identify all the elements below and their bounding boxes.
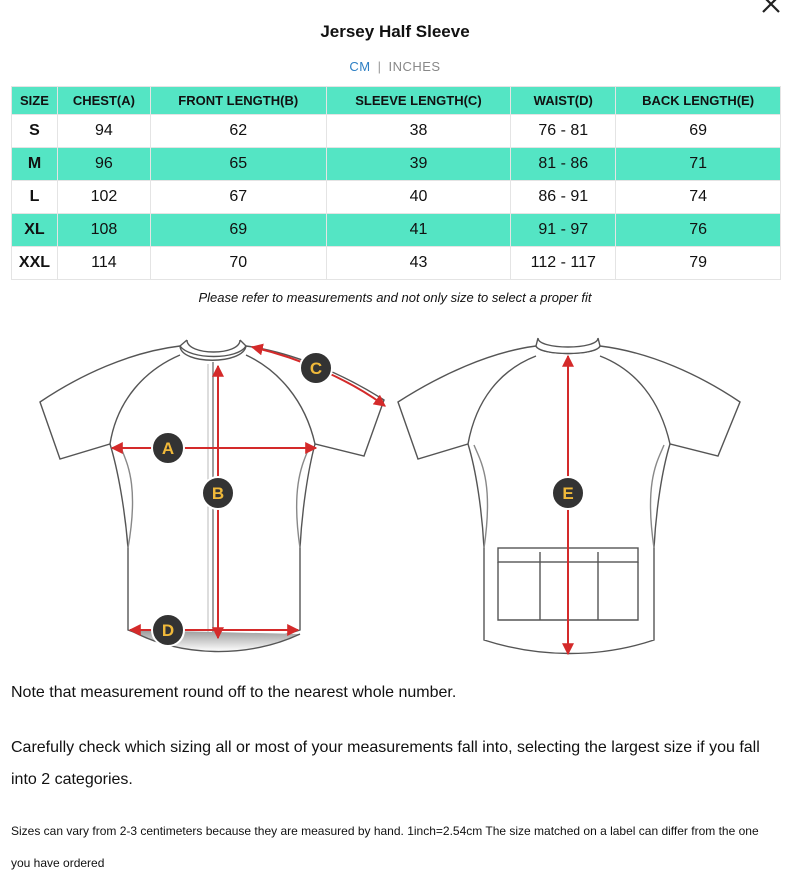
cell-size: M bbox=[12, 148, 58, 181]
cell-back-length: 76 bbox=[616, 214, 781, 247]
unit-toggle bbox=[0, 59, 790, 74]
marker-a bbox=[152, 432, 184, 464]
marker-d bbox=[152, 614, 184, 646]
size-chart-table bbox=[11, 86, 781, 280]
marker-c-label: C bbox=[309, 359, 323, 378]
cell-back-length: 79 bbox=[616, 247, 781, 280]
marker-b bbox=[202, 477, 234, 509]
marker-b-label: B bbox=[211, 484, 225, 503]
cell-waist: 86 - 91 bbox=[511, 181, 616, 214]
cell-front-length: 62 bbox=[150, 115, 326, 148]
cell-sleeve-length: 43 bbox=[326, 247, 511, 280]
cell-front-length: 65 bbox=[150, 148, 326, 181]
unit-cm-option[interactable]: CM bbox=[349, 59, 371, 74]
cell-waist: 81 - 86 bbox=[511, 148, 616, 181]
marker-c bbox=[300, 352, 332, 384]
jersey-diagram bbox=[0, 320, 790, 670]
header-waist: WAIST(D) bbox=[511, 87, 616, 115]
cell-sleeve-length: 41 bbox=[326, 214, 511, 247]
cell-waist: 112 - 117 bbox=[511, 247, 616, 280]
cell-back-length: 69 bbox=[616, 115, 781, 148]
cell-size: XXL bbox=[12, 247, 58, 280]
cell-back-length: 74 bbox=[616, 181, 781, 214]
variance-note: Sizes can vary from 2-3 centimeters because they are measured by hand. 1inch=2.54cm The size matched on a label can differ from the one you have ordered bbox=[11, 824, 759, 870]
cell-size: XL bbox=[12, 214, 58, 247]
marker-a-label: A bbox=[161, 439, 175, 458]
header-back-length: BACK LENGTH(E) bbox=[616, 87, 781, 115]
cell-back-length: 71 bbox=[616, 148, 781, 181]
table-row bbox=[12, 115, 781, 148]
header-front-length: FRONT LENGTH(B) bbox=[150, 87, 326, 115]
cell-chest: 102 bbox=[57, 181, 150, 214]
cell-front-length: 67 bbox=[150, 181, 326, 214]
marker-e bbox=[552, 477, 584, 509]
marker-e-label: E bbox=[562, 484, 574, 503]
cell-front-length: 70 bbox=[150, 247, 326, 280]
close-icon[interactable] bbox=[760, 0, 782, 15]
cell-sleeve-length: 39 bbox=[326, 148, 511, 181]
round-off-note: Note that measurement round off to the nearest whole number. bbox=[11, 684, 457, 701]
cell-size: L bbox=[12, 181, 58, 214]
table-row bbox=[12, 214, 781, 247]
marker-d-label: D bbox=[161, 621, 175, 640]
page-title: Jersey Half Sleeve bbox=[320, 22, 470, 41]
cell-front-length: 69 bbox=[150, 214, 326, 247]
unit-separator: | bbox=[377, 59, 382, 74]
cell-sleeve-length: 40 bbox=[326, 181, 511, 214]
cell-chest: 96 bbox=[57, 148, 150, 181]
header-chest: CHEST(A) bbox=[57, 87, 150, 115]
sizing-advice: Carefully check which sizing all or most of your measurements fall into, selecting the largest size if you fall into 2 categories. bbox=[11, 739, 760, 788]
cell-sleeve-length: 38 bbox=[326, 115, 511, 148]
table-row bbox=[12, 181, 781, 214]
header-sleeve-length: SLEEVE LENGTH(C) bbox=[326, 87, 511, 115]
table-row bbox=[12, 148, 781, 181]
cell-chest: 94 bbox=[57, 115, 150, 148]
unit-inches-option[interactable]: INCHES bbox=[388, 59, 441, 74]
cell-size: S bbox=[12, 115, 58, 148]
header-size: SIZE bbox=[12, 87, 58, 115]
cell-waist: 76 - 81 bbox=[511, 115, 616, 148]
cell-chest: 114 bbox=[57, 247, 150, 280]
table-header-row bbox=[12, 87, 781, 115]
table-row bbox=[12, 247, 781, 280]
cell-chest: 108 bbox=[57, 214, 150, 247]
fit-note: Please refer to measurements and not only size to select a proper fit bbox=[198, 290, 592, 305]
cell-waist: 91 - 97 bbox=[511, 214, 616, 247]
